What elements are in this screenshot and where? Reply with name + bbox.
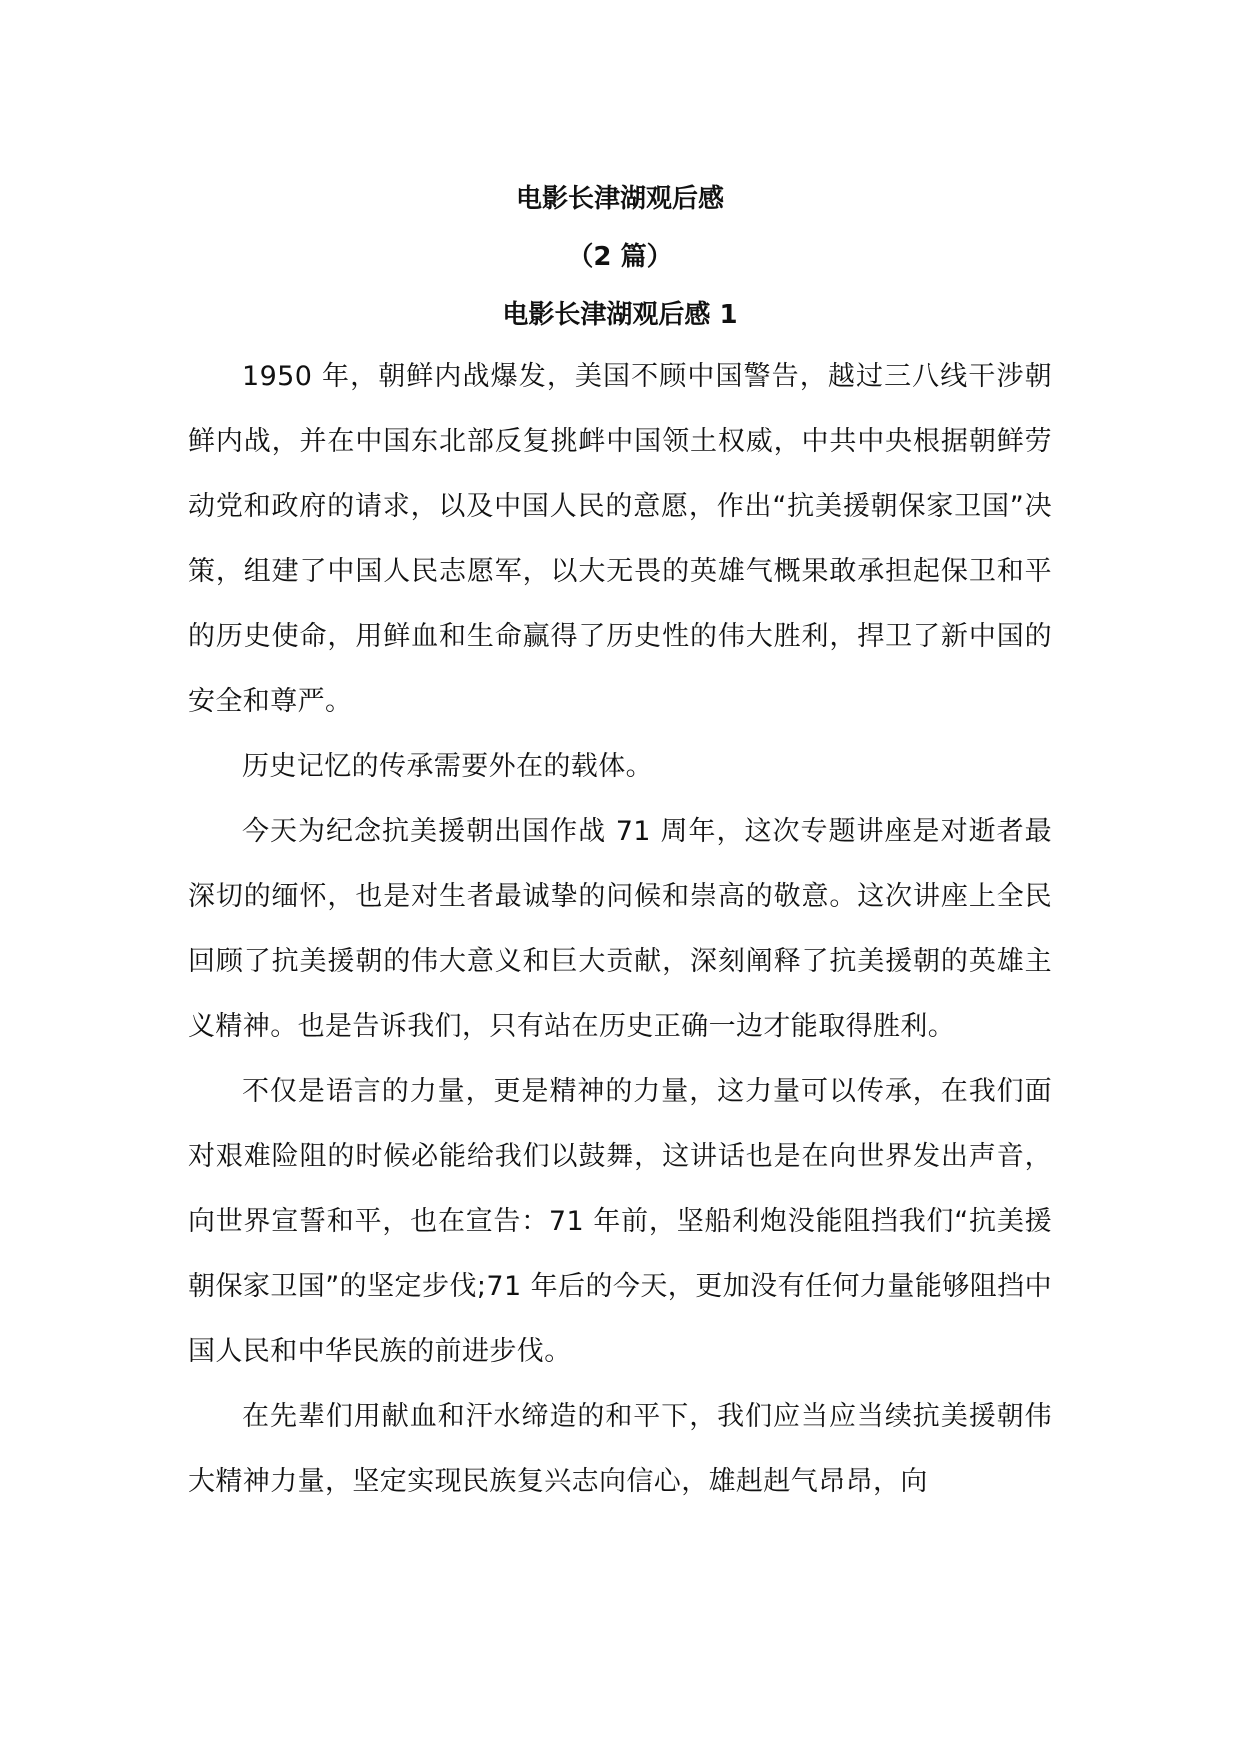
- paragraph: 1950 年，朝鲜内战爆发，美国不顾中国警告，越过三八线干涉朝鲜内战，并在中国东北部反复挑衅中国领土权威，中共中央根据朝鲜劳动党和政府的请求，以及中国人民的意愿，作出“抗美援朝保家卫国”决策，组建了中国人民志愿军，以大无畏的英雄气概果敢承担起保卫和平的历史使命，用鲜血和生命赢得了历史性的伟大胜利，捍卫了新中国的安全和尊严。: [188, 361, 1052, 717]
- paragraph: 历史记忆的传承需要外在的载体。: [242, 751, 653, 782]
- document-page: [188, 170, 1052, 1514]
- document-subtitle: （2 篇）: [567, 242, 673, 272]
- paragraph: 今天为纪念抗美援朝出国作战 71 周年，这次专题讲座是对逝者最深切的缅怀，也是对生者最诚挚的问候和崇高的敬意。这次讲座上全民回顾了抗美援朝的伟大意义和巨大贡献，深刻阐释了抗美援朝的英雄主义精神。也是告诉我们，只有站在历史正确一边才能取得胜利。: [188, 816, 1052, 1042]
- document-title: 电影长津湖观后感: [515, 184, 724, 214]
- paragraph: 在先辈们用献血和汗水缔造的和平下，我们应当应当续抗美援朝伟大精神力量，坚定实现民族复兴志向信心，雄赳赳气昂昂，向: [188, 1401, 1052, 1497]
- paragraph: 不仅是语言的力量，更是精神的力量，这力量可以传承，在我们面对艰难险阻的时候必能给我们以鼓舞，这讲话也是在向世界发出声音，向世界宣誓和平，也在宣告：71 年前，坚船利炮没能阻挡我们“抗美援朝保家卫国”的坚定步伐;71 年后的今天，更加没有任何力量能够阻挡中国人民和中华民族的前进步伐。: [188, 1076, 1052, 1367]
- section-title: 电影长津湖观后感 1: [502, 300, 738, 330]
